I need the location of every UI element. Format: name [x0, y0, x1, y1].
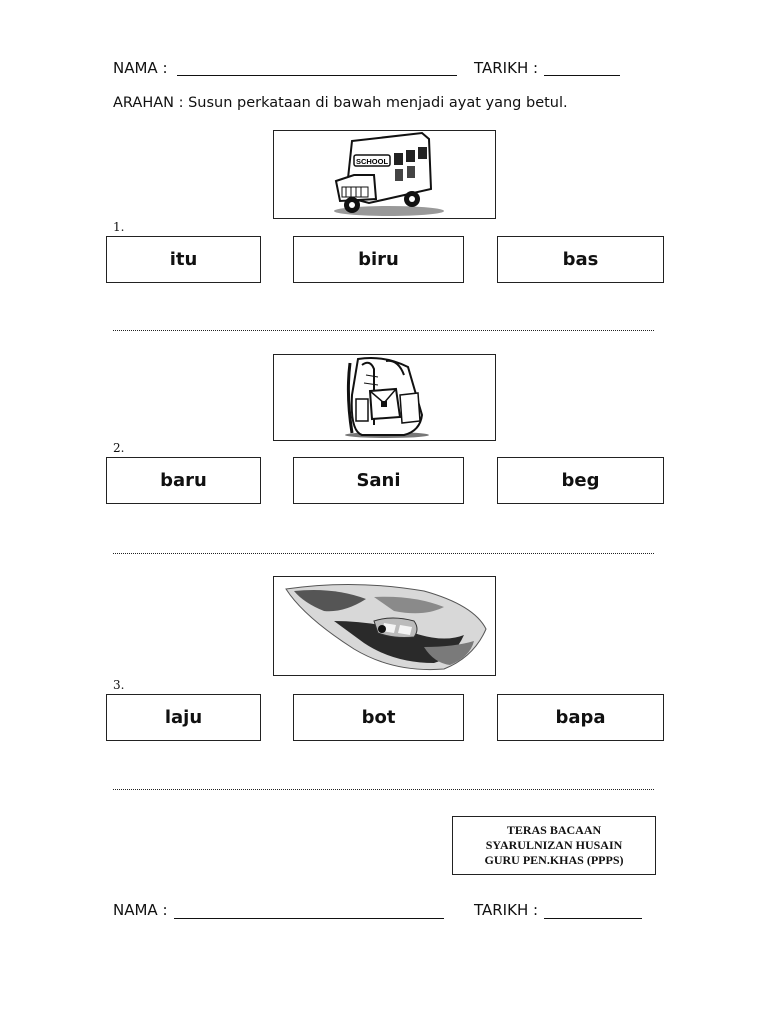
name-input-line[interactable] [177, 75, 457, 76]
question-number-2: 2. [113, 441, 125, 455]
word-card-2-2[interactable]: Sani [293, 457, 464, 504]
word-card-3-3[interactable]: bapa [497, 694, 664, 741]
word-card-1-1[interactable]: itu [106, 236, 261, 283]
credit-line-1: TERAS BACAAN [506, 823, 602, 837]
footer-name-input-line[interactable] [174, 918, 444, 919]
answer-line-1[interactable] [113, 330, 654, 331]
footer-date-label: TARIKH : [474, 901, 539, 919]
picture-box-1 [273, 130, 496, 219]
word-card-3-2[interactable]: bot [293, 694, 464, 741]
footer-date-input-line[interactable] [544, 918, 642, 919]
footer-name-label: NAMA : [113, 901, 168, 919]
answer-line-2[interactable] [113, 553, 654, 554]
credit-box [452, 816, 656, 875]
picture-box-3 [273, 576, 496, 676]
word-card-3-1[interactable]: laju [106, 694, 261, 741]
word-card-1-3[interactable]: bas [497, 236, 664, 283]
instruction-text: ARAHAN : Susun perkataan di bawah menjadi ayat yang betul. [113, 95, 568, 111]
picture-box-2 [273, 354, 496, 441]
bus-sign-text: SCHOOL [355, 157, 389, 166]
word-card-2-1[interactable]: baru [106, 457, 261, 504]
credit-line-2: SYARULNIZAN HUSAIN [485, 838, 623, 852]
name-label: NAMA : [113, 59, 168, 77]
backpack-icon [274, 355, 495, 440]
question-number-3: 3. [113, 678, 125, 692]
word-card-2-3[interactable]: beg [497, 457, 664, 504]
date-input-line[interactable] [544, 75, 620, 76]
word-card-1-2[interactable]: biru [293, 236, 464, 283]
answer-line-3[interactable] [113, 789, 654, 790]
date-label: TARIKH : [474, 59, 539, 77]
credit-line-3: GURU PEN.KHAS (PPPS) [484, 853, 624, 867]
question-number-1: 1. [113, 220, 125, 234]
school-bus-icon [274, 131, 495, 218]
speedboat-icon [274, 577, 495, 675]
